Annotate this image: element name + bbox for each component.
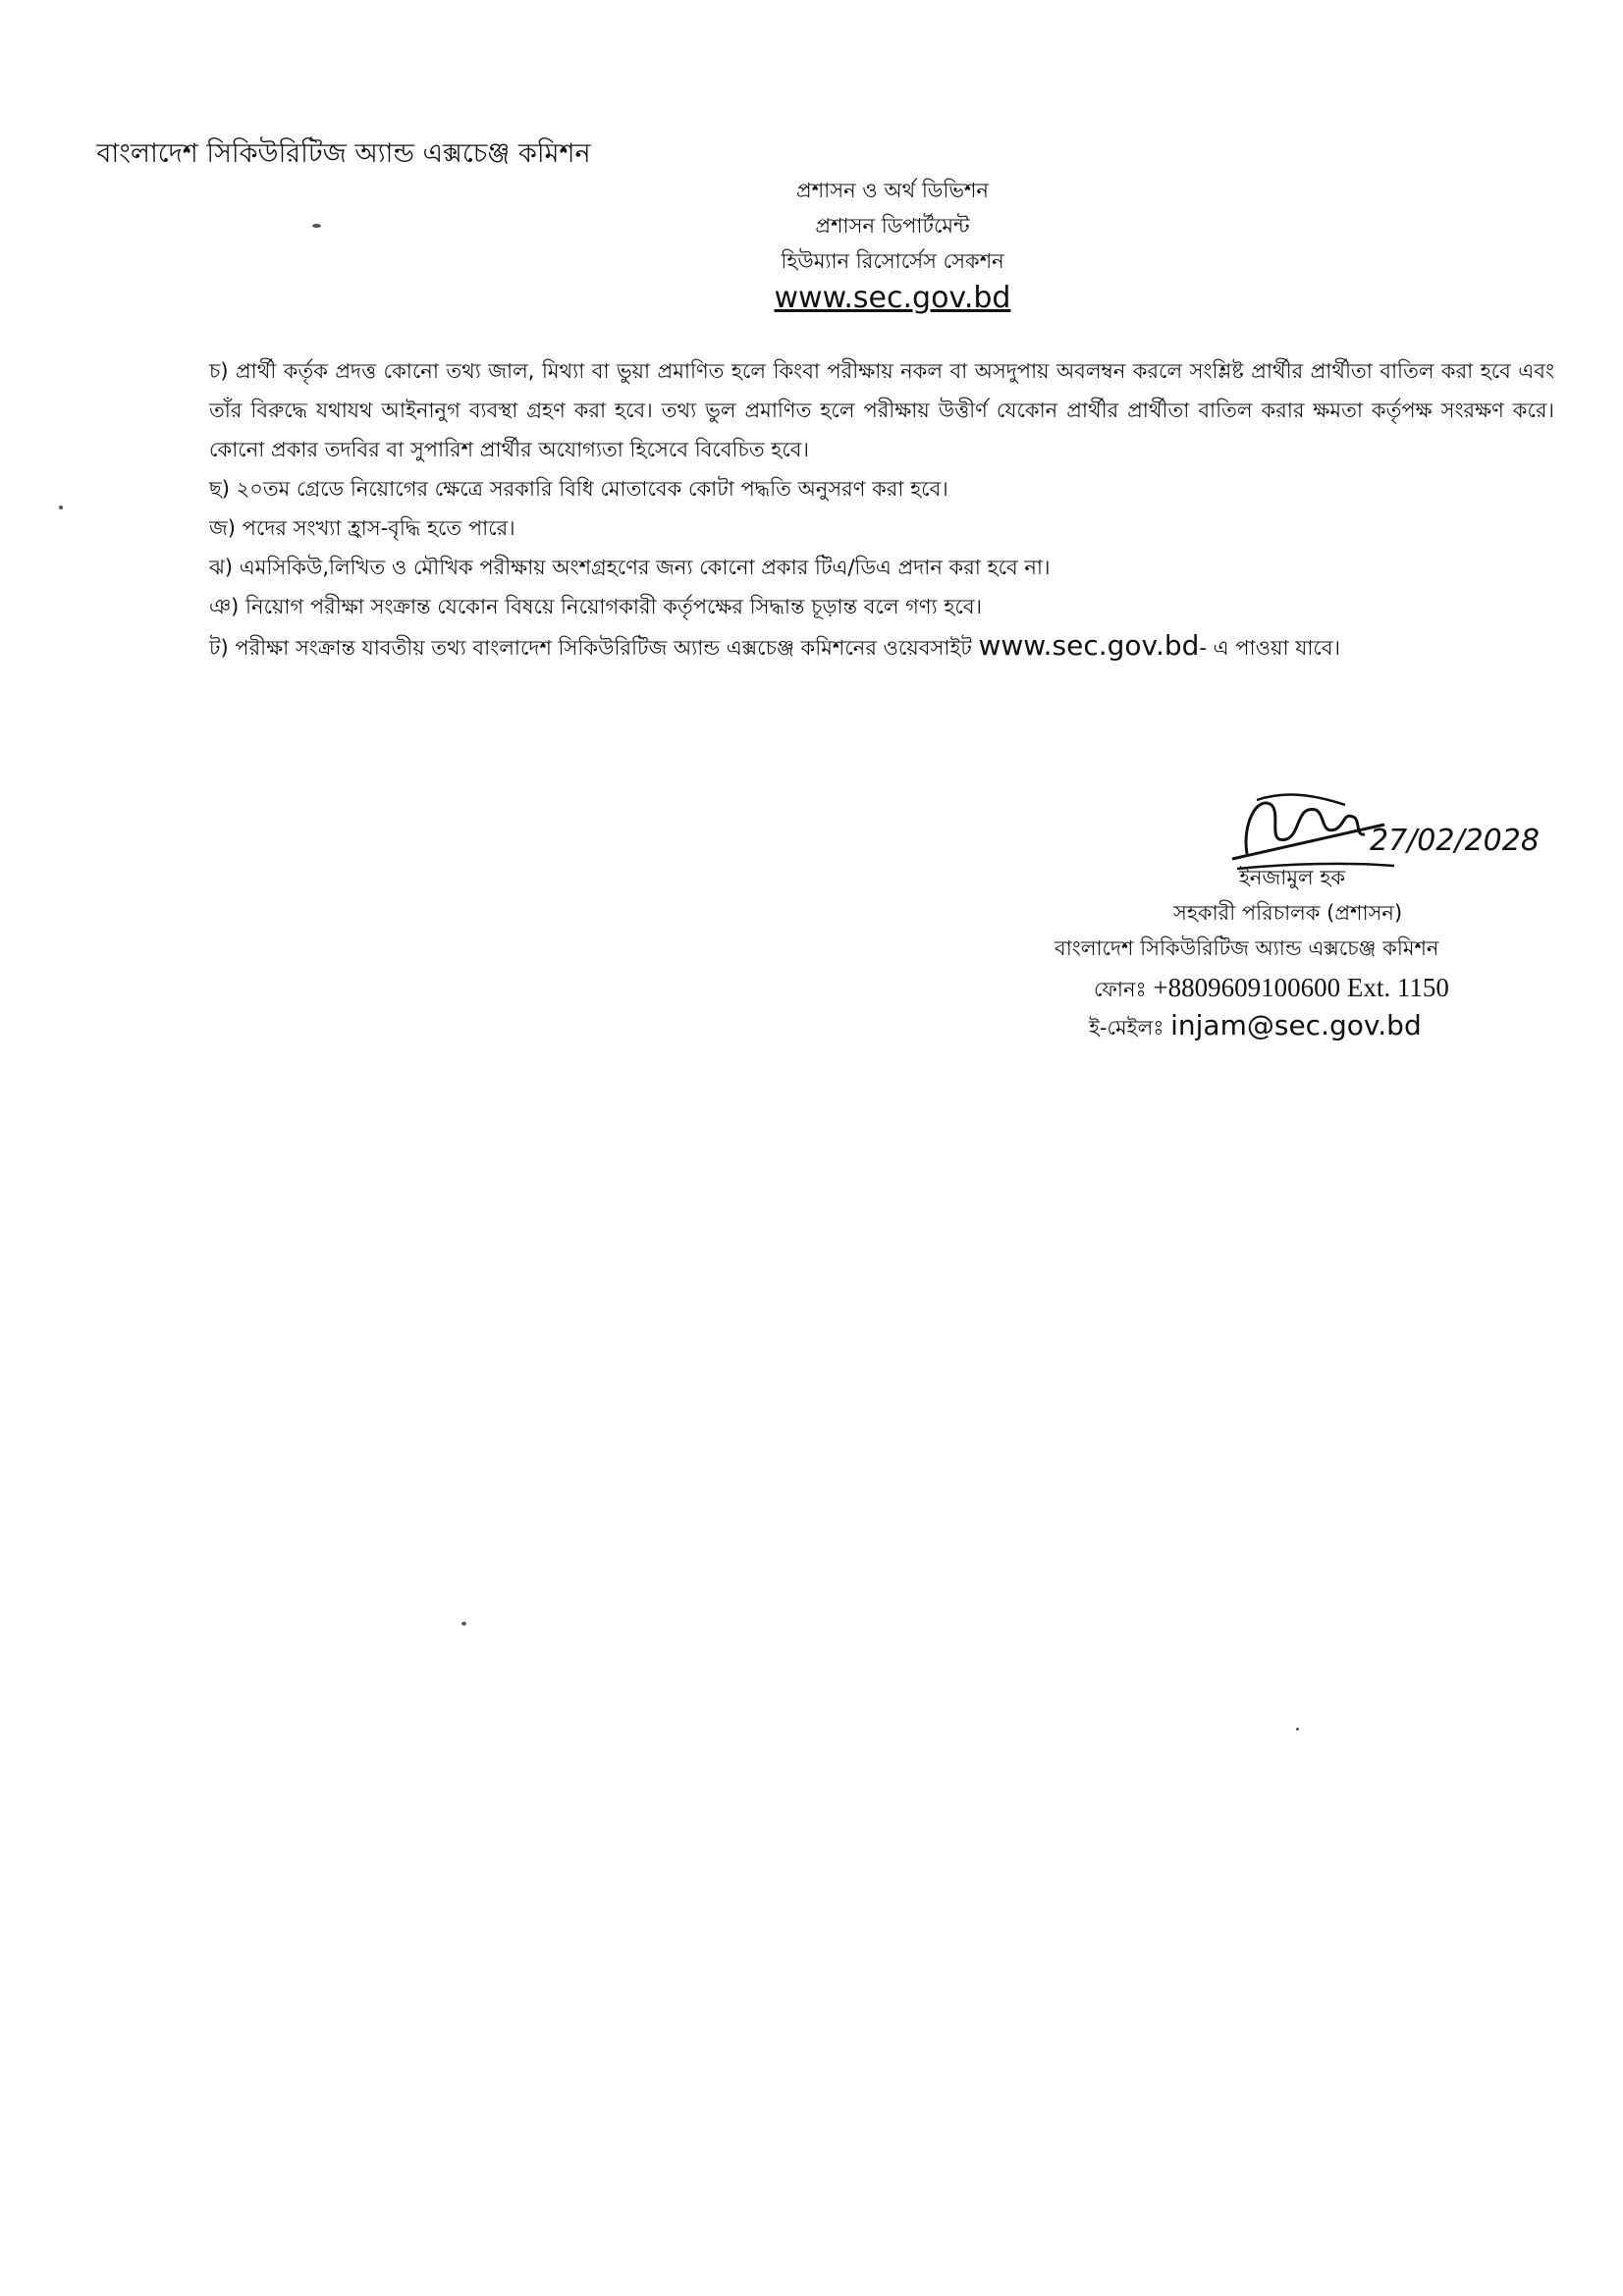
email-label: ই-মেইলঃ bbox=[1089, 1016, 1171, 1040]
division-name: প্রশাসন ও অর্থ ডিভিশন bbox=[796, 179, 989, 202]
phone-line bbox=[1094, 972, 1449, 1006]
website-link[interactable]: www.sec.gov.bd bbox=[774, 281, 1011, 315]
section-name: হিউম্যান রিসোর্সেস সেকশন bbox=[781, 249, 1004, 273]
signatory-organization: বাংলাদেশ সিকিউরিটিজ অ্যান্ড এক্সচেঞ্জ কমিশন bbox=[1055, 936, 1439, 960]
scan-speck bbox=[312, 224, 321, 228]
email-line bbox=[1089, 1009, 1422, 1044]
phone-label: ফোনঃ bbox=[1094, 978, 1154, 1001]
clause-ta bbox=[209, 626, 1554, 667]
clause-ja: জ) পদের সংখ্যা হ্রাস-বৃদ্ধি হতে পারে। bbox=[209, 516, 515, 540]
clause-chha: ছ) ২০তম গ্রেডে নিয়োগের ক্ষেত্রে সরকারি বিধি মোতাবেক কোটা পদ্ধতি অনুসরণ করা হবে। bbox=[209, 477, 948, 501]
signature-date: 27/02/2028 bbox=[1370, 824, 1540, 858]
signature-block bbox=[1021, 785, 1571, 1060]
scan-speck bbox=[59, 506, 63, 509]
notice-clauses bbox=[209, 351, 1554, 667]
signatory-designation: সহকারী পরিচালক (প্রশাসন) bbox=[1173, 901, 1403, 925]
phone-number[interactable]: +8809609100600 Ext. 1150 bbox=[1153, 973, 1449, 1002]
clause-jha: ঝ) এমসিকিউ,লিখিত ও মৌখিক পরীক্ষায় অংশগ্রহণের জন্য কোনো প্রকার টিএ/ডিএ প্রদান করা হবে না। bbox=[209, 556, 1051, 579]
clause-nya: ঞ) নিয়োগ পরীক্ষা সংক্রান্ত যেকোন বিষয়ে নিয়োগকারী কর্তৃপক্ষের সিদ্ধান্ত চূড়ান্ত বলে গণ্য হবে। bbox=[209, 595, 983, 618]
letterhead bbox=[0, 135, 1623, 318]
scan-speck bbox=[1296, 1728, 1299, 1731]
email-address[interactable]: injam@sec.gov.bd bbox=[1170, 1009, 1422, 1041]
clause-ta-text: ট) পরীক্ষা সংক্রান্ত যাবতীয় তথ্য বাংলাদেশ সিকিউরিটিজ অ্যান্ড এক্সচেঞ্জ কমিশনের ওয়েবসাইট bbox=[209, 636, 979, 660]
department-name: প্রশাসন ডিপার্টমেন্ট bbox=[815, 214, 970, 238]
organization-name: বাংলাদেশ সিকিউরিটিজ অ্যান্ড এক্সচেঞ্জ কমিশন bbox=[96, 138, 591, 169]
clause-ta-website-link[interactable]: www.sec.gov.bd bbox=[978, 629, 1200, 662]
clause-cha: চ) প্রার্থী কর্তৃক প্রদত্ত কোনো তথ্য জাল, মিথ্যা বা ভুয়া প্রমাণিত হলে কিংবা পরীক্ষায় নকল বা অসদুপায় অবলম্বন করলে সংশ্লিষ্ট প্রার্থীর প্রার্থীতা বাতিল করা হবে এবং তাঁর বিরুদ্ধে যথাযথ আইনানুগ ব্যবস্থা গ্রহণ করা হবে। তথ্য ভুল প্রমাণিত হলে পরীক্ষায় উত্তীর্ণ যেকোন প্রার্থীর প্রার্থীতা বাতিল করার ক্ষমতা কর্তৃপক্ষ সংরক্ষণ করে। কোনো প্রকার তদবির বা সুপারিশ প্রার্থীর অযোগ্যতা হিসেবে বিবেচিত হবে। bbox=[209, 359, 1554, 461]
clause-ta-suffix: - এ পাওয়া যাবে। bbox=[1199, 636, 1341, 660]
scan-speck bbox=[461, 1622, 466, 1626]
signatory-name: ইনজামুল হক bbox=[1239, 866, 1346, 889]
